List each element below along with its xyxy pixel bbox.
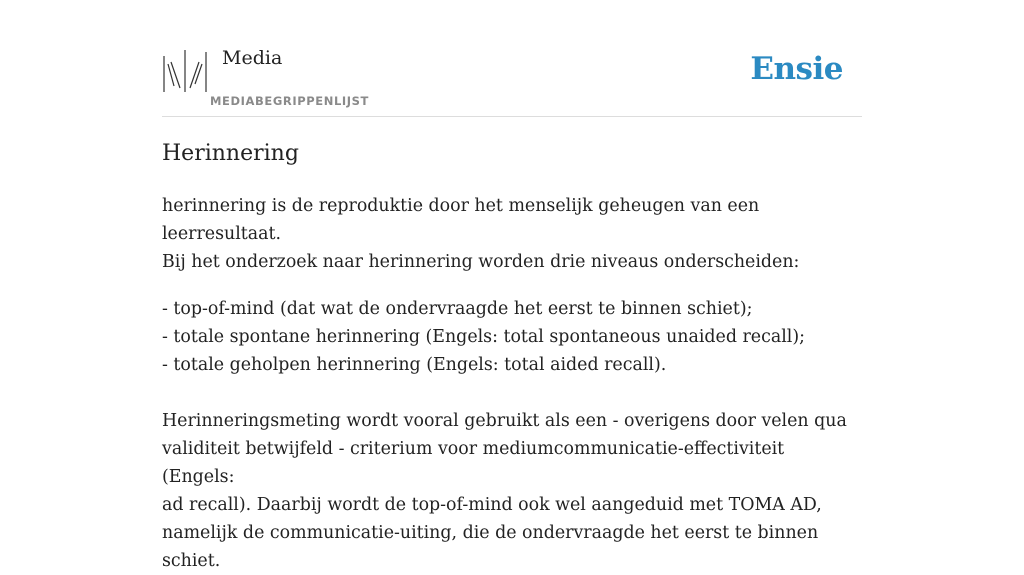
article [162, 138, 862, 575]
measurement-paragraph: Herinneringsmeting wordt vooral gebruikt als een - overigens door velen qua validiteit betwijfeld - criterium voor mediumcommunicatie-effectiviteit (Engels: ad recall). Daarbij wordt de top-of-mind ook wel aangeduid met TOMA AD, namelijk de communicatie-uiting, die de ondervraagde het eerst te binnen schiet. [162, 411, 847, 571]
definition-paragraph: herinnering is de reproduktie door het menselijk geheugen van een leerresultaat. Bij het onderzoek naar herinnering worden drie niveaus onderscheiden: [162, 196, 800, 272]
levels-list: - top-of-mind (dat wat de ondervraagde het eerst te binnen schiet); - totale spontane herinnering (Engels: total spontaneous unaided recall); - totale geholpen herinnering (Engels: total aided recall). [162, 299, 805, 375]
source-name-link[interactable]: Media [222, 47, 283, 69]
ensie-logo[interactable]: Ensie [750, 51, 843, 87]
page-title: Herinnering [162, 141, 299, 166]
source-subtitle: MEDIABEGRIPPENLIJST [210, 94, 369, 108]
media-m-logo-icon[interactable] [162, 48, 208, 94]
header [162, 0, 862, 117]
